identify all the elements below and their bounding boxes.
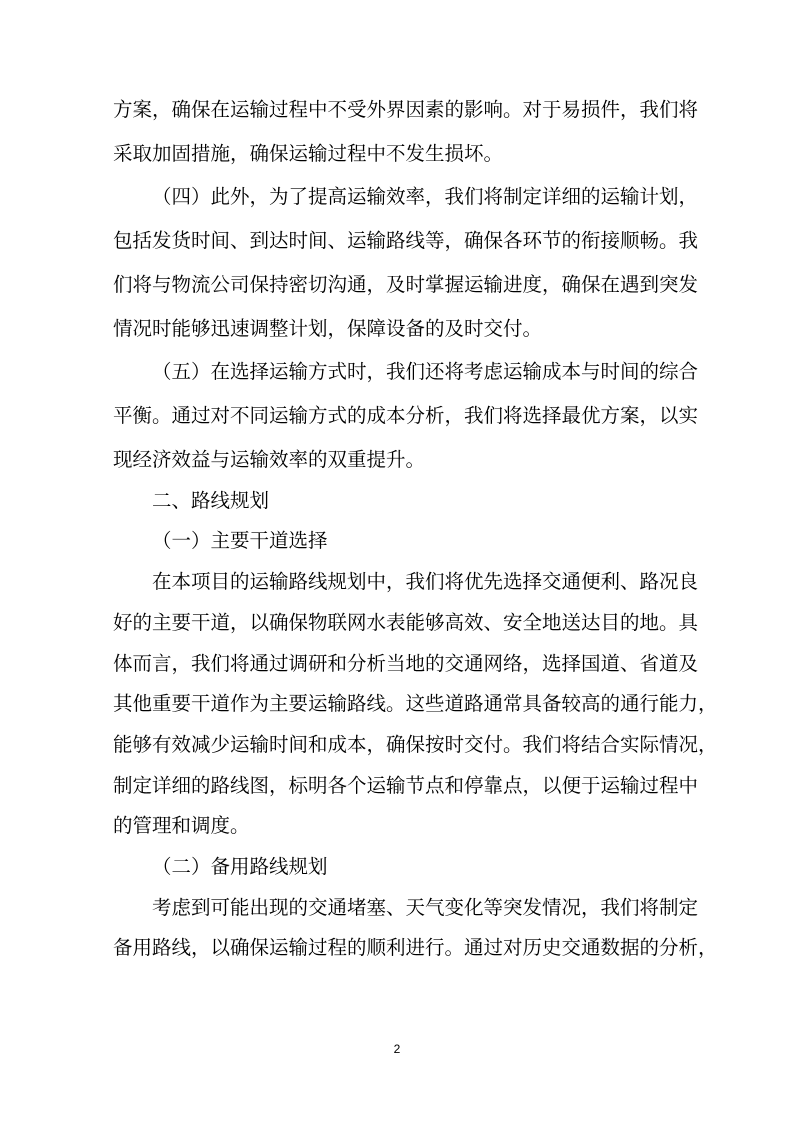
text-line: 情况时能够迅速调整计划，保障设备的及时交付。 — [113, 316, 543, 340]
text-line: 现经济效益与运输效率的双重提升。 — [113, 447, 426, 471]
text-line: 的管理和调度。 — [113, 814, 250, 838]
text-line: 采取加固措施，确保运输过程中不发生损坏。 — [113, 141, 504, 165]
text-line: （四）此外，为了提高运输效率，我们将制定详细的运输计划， — [152, 185, 699, 209]
text-line: 能够有效减少运输时间和成本，确保按时交付。我们将结合实际情况， — [113, 732, 718, 756]
text-line: 在本项目的运输路线规划中，我们将优先选择交通便利、路况良 — [152, 570, 699, 594]
text-line: 方案，确保在运输过程中不受外界因素的影响。对于易损件，我们将 — [113, 98, 699, 121]
section-heading: 二、路线规划 — [152, 488, 270, 512]
text-line: 包括发货时间、到达时间、运输路线等，确保各环节的衔接顺畅。我 — [113, 229, 699, 253]
text-line: 制定详细的路线图，标明各个运输节点和停靠点，以便于运输过程中 — [113, 773, 699, 797]
subsection-heading: （一）主要干道选择 — [152, 529, 328, 553]
text-line: 体而言，我们将通过调研和分析当地的交通网络，选择国道、省道及 — [113, 651, 699, 675]
page-number: 2 — [393, 1042, 401, 1056]
text-line: （五）在选择运输方式时，我们还将考虑运输成本与时间的综合 — [152, 360, 699, 384]
text-line: 平衡。通过对不同运输方式的成本分析，我们将选择最优方案，以实 — [113, 403, 699, 427]
text-line: 考虑到可能出现的交通堵塞、天气变化等突发情况，我们将制定 — [152, 895, 699, 919]
text-line: 其他重要干道作为主要运输路线。这些道路通常具备较高的通行能力， — [113, 692, 718, 716]
text-line: 们将与物流公司保持密切沟通，及时掌握运输进度，确保在遇到突发 — [113, 272, 699, 296]
text-line: 好的主要干道，以确保物联网水表能够高效、安全地送达目的地。具 — [113, 610, 699, 634]
subsection-heading: （二）备用路线规划 — [152, 855, 328, 878]
text-line: 备用路线，以确保运输过程的顺利进行。通过对历史交通数据的分析， — [113, 936, 718, 960]
